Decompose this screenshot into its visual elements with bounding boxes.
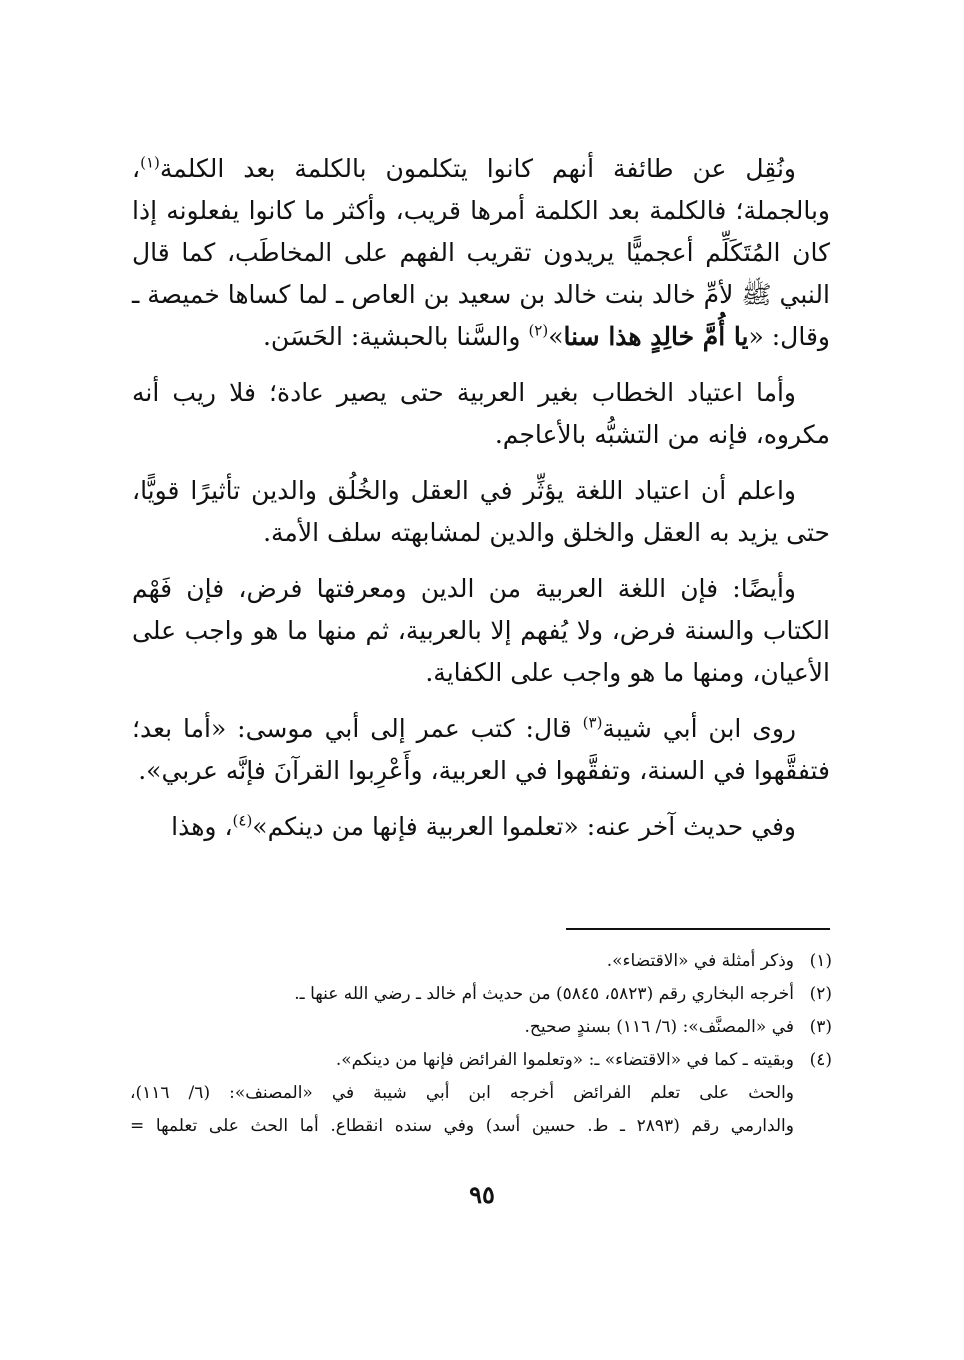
paragraph-6-text: وفي حديث آخر عنه: «تعلموا العربية فإنها من دينكم» bbox=[252, 812, 796, 841]
paragraph-1-text: ونُقِل عن طائفة أنهم كانوا يتكلمون بالكلمة بعد الكلمة bbox=[159, 154, 796, 183]
footnote-number: (١) bbox=[809, 951, 832, 971]
footnote-ref-2[interactable]: (٢) bbox=[528, 321, 549, 340]
footnote-1 bbox=[130, 945, 832, 978]
paragraph-5 bbox=[132, 708, 830, 792]
footnote-number: (٢) bbox=[809, 984, 832, 1004]
paragraph-6-text-end: ، وهذا bbox=[171, 812, 233, 841]
footnote-text: أخرجه البخاري رقم (٥٨٢٣، ٥٨٤٥) من حديث أم خالد ـ رضي الله عنها ـ. bbox=[294, 984, 794, 1004]
footnote-continuation-line: والدارمي رقم (٢٨٩٣ ـ ط. حسين أسد) وفي سنده انقطاع. أما الحث على تعلمها = bbox=[130, 1116, 794, 1136]
paragraph-1-continued: وبالجملة؛ فالكلمة بعد الكلمة أمرها قريب، وأكثر ما كانوا يفعلونه إذا كان المُتَكَلِّم أعجميًّا يريدون تقريب الفهم على المخاطَب، كما قال النبي ﷺ لأمِّ خالد بنت خالد بن سعيد بن العاص ـ لما كساها خميصة ـ وقال: « bbox=[132, 196, 830, 351]
quote-close: » bbox=[548, 322, 564, 351]
footnote-divider bbox=[566, 928, 830, 930]
footnote-text: في «المصنَّف»: (٦/ ١١٦) بسندٍ صحيح. bbox=[524, 1017, 794, 1037]
paragraph-3-text: واعلم أن اعتياد اللغة يؤثِّر في العقل والخُلُق والدين تأثيرًا قويًّا، حتى يزيد به العقل والخلق والدين لمشابهته سلف الأمة. bbox=[132, 476, 830, 547]
footnote-number: (٣) bbox=[809, 1017, 832, 1037]
footnote-ref-4[interactable]: (٤) bbox=[232, 811, 253, 830]
paragraph-6 bbox=[132, 806, 830, 848]
hadith-quote: يا أُمَّ خالِدٍ هذا سنا bbox=[563, 322, 749, 351]
footnotes bbox=[130, 945, 832, 1143]
paragraph-4 bbox=[132, 568, 830, 694]
footnote-ref-1[interactable]: (١) bbox=[140, 153, 160, 172]
footnote-text: وبقيته ـ كما في «الاقتضاء» ـ: «وتعلموا الفرائض فإنها من دينكم». bbox=[335, 1050, 794, 1070]
paragraph-1 bbox=[132, 148, 830, 358]
footnote-4 bbox=[130, 1044, 832, 1077]
comma: ، bbox=[132, 154, 141, 183]
paragraph-2-text: وأما اعتياد الخطاب بغير العربية حتى يصير عادة؛ فلا ريب أنه مكروه، فإنه من التشبُّه بالأعاجم. bbox=[132, 378, 830, 449]
paragraph-2 bbox=[132, 372, 830, 456]
footnote-continuation-line: والحث على تعلم الفرائض أخرجه ابن أبي شيبة في «المصنف»: (٦/ ١١٦)، bbox=[130, 1083, 794, 1103]
footnote-2 bbox=[130, 978, 832, 1011]
footnote-text: وذكر أمثلة في «الاقتضاء». bbox=[606, 951, 794, 971]
footnote-3 bbox=[130, 1011, 832, 1044]
paragraph-5-text-end: قال: كتب عمر إلى أبي موسى: «أما بعد؛ فتفقَّهوا في السنة، وتفقَّهوا في العربية، وأَعْرِبوا القرآنَ فإنَّه عربي». bbox=[132, 714, 830, 785]
page-number: ٩٥ bbox=[469, 1180, 495, 1209]
paragraph-3 bbox=[132, 470, 830, 554]
footnote-4-continuation bbox=[130, 1077, 832, 1143]
footnote-number: (٤) bbox=[809, 1050, 832, 1070]
paragraph-1-end: والسَّنا بالحبشية: الحَسَن. bbox=[262, 322, 529, 351]
footnote-ref-3[interactable]: (٣) bbox=[582, 713, 603, 732]
paragraph-5-text: روى ابن أبي شيبة bbox=[602, 714, 796, 743]
paragraph-4-text: وأيضًا: فإن اللغة العربية من الدين ومعرفتها فرض، فإن فَهْم الكتاب والسنة فرض، ولا يُفهم إلا بالعربية، ثم منها ما هو واجب على الأعيان، ومنها ما هو واجب على الكفاية. bbox=[132, 574, 830, 687]
main-text bbox=[132, 148, 830, 862]
